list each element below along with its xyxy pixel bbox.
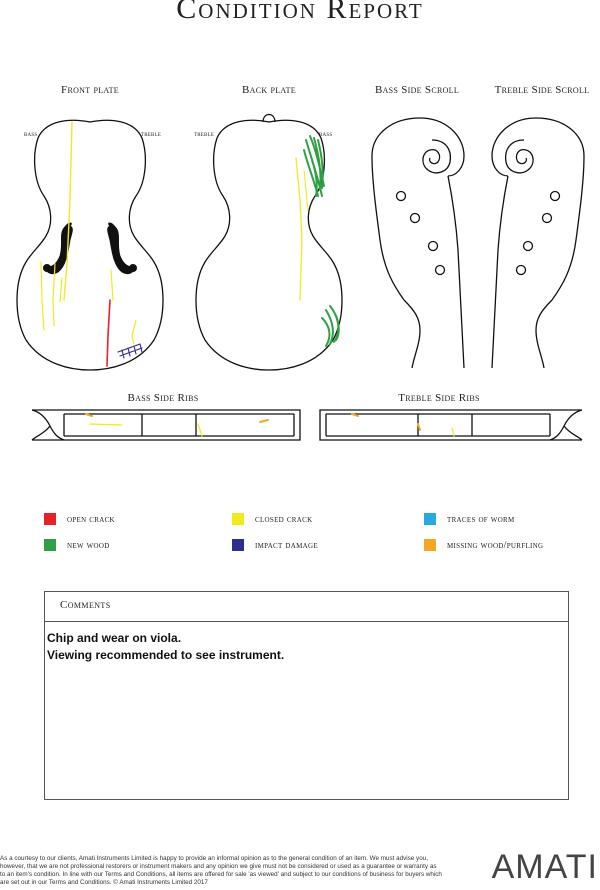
- front-treble-label: treble: [141, 130, 162, 138]
- comments-text: [47, 630, 284, 664]
- bass-scroll-outline: [372, 118, 464, 368]
- back-bass-label: bass: [319, 130, 333, 138]
- bass-scroll-caption: Bass Side Scroll: [374, 84, 460, 96]
- closed-crack-swatch: [232, 513, 244, 525]
- front-plate-markings: [41, 122, 142, 366]
- front-plate-caption: Front plate: [61, 84, 119, 96]
- brand-logo: AMATI: [491, 848, 598, 886]
- back-treble-label: treble: [194, 130, 215, 138]
- legend-label: new wood: [67, 539, 110, 551]
- bass-ribs-outline: [32, 410, 300, 440]
- legend-traces-of-worm: [424, 513, 515, 525]
- page-title: Condition Report: [176, 0, 424, 25]
- comments-box: [44, 591, 569, 800]
- missing-wood-swatch: [424, 539, 436, 551]
- front-plate-outline: [17, 120, 163, 370]
- bass-ribs-caption: Bass Side Ribs: [127, 392, 199, 404]
- comment-line: Viewing recommended to see instrument.: [47, 648, 285, 662]
- new-wood-swatch: [44, 539, 56, 551]
- comments-heading: Comments: [60, 599, 111, 611]
- legend-label: traces of worm: [447, 513, 515, 525]
- treble-ribs-outline: [320, 410, 582, 440]
- legend-missing-wood: [424, 539, 543, 551]
- back-plate-caption: Back plate: [242, 84, 296, 96]
- treble-ribs-caption: Treble Side Ribs: [398, 392, 480, 404]
- legend-closed-crack: [232, 513, 312, 525]
- legend-label: closed crack: [255, 513, 313, 525]
- front-bass-label: bass: [24, 130, 38, 138]
- bass-ribs-markings: [86, 414, 268, 436]
- legend-new-wood: [44, 539, 110, 551]
- legend-label: impact damage: [255, 539, 318, 551]
- legend-label: missing wood/purfling: [447, 539, 544, 551]
- treble-scroll-outline: [492, 118, 584, 368]
- treble-scroll-caption: Treble Side Scroll: [494, 84, 590, 96]
- back-plate-markings: [296, 136, 339, 346]
- disclaimer-text: As a courtesy to our clients, Amati Instruments Limited is happy to provide an informal opinion as to the general condition of an item. We must advise you, however, that we are not professional restorers or instrument makers and any opinion we give must not be considered or used as a guarantee or warranty as to an item's condition. In line with our Terms and Conditions, all items are offered for sale 'as viewed' and subject to our conditions of business for buyers which are set out in our Terms and Conditions. © Amati Instruments Limited 2017: [0, 855, 442, 886]
- legend-label: open crack: [67, 513, 115, 525]
- treble-ribs-markings: [352, 414, 454, 436]
- traces-of-worm-swatch: [424, 513, 436, 525]
- legend-impact-damage: [232, 539, 318, 551]
- comment-line: Chip and wear on viola.: [47, 631, 182, 645]
- impact-damage-swatch: [232, 539, 244, 551]
- legend-open-crack: [44, 513, 115, 525]
- f-holes: [44, 223, 137, 274]
- comments-header: [45, 592, 568, 622]
- open-crack-swatch: [44, 513, 56, 525]
